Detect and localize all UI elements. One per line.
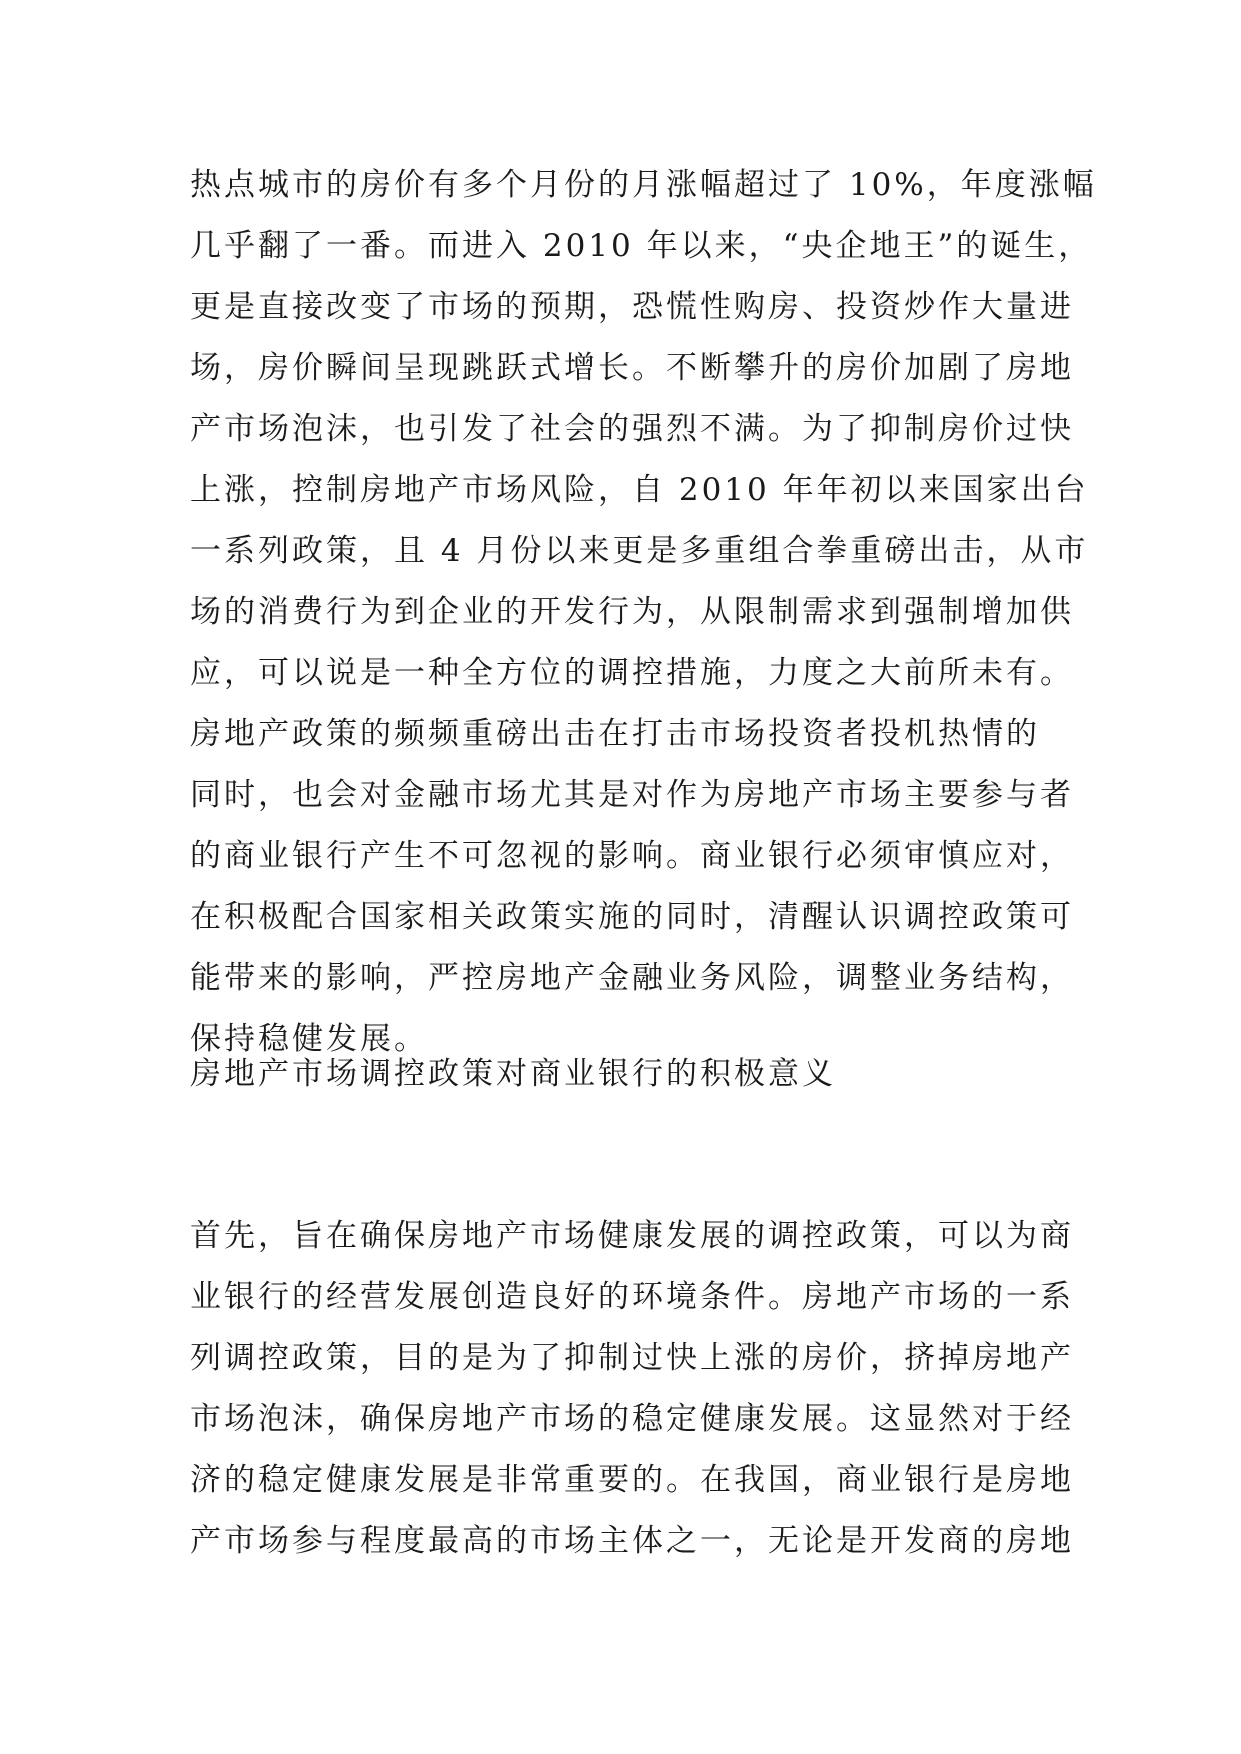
paragraph-line: 首先，旨在确保房地产市场健康发展的调控政策，可以为商 — [190, 1218, 1074, 1254]
paragraph-line: 场的消费行为到企业的开发行为，从限制需求到强制增加供 — [190, 594, 1074, 630]
paragraph-line: 更是直接改变了市场的预期，恐慌性购房、投资炒作大量进 — [190, 289, 1074, 325]
paragraph-line: 一系列政策，且 4 月份以来更是多重组合拳重磅出击，从市 — [190, 533, 1089, 569]
paragraph-line: 应，可以说是一种全方位的调控措施，力度之大前所未有。 — [190, 655, 1074, 691]
paragraph-line: 房地产政策的频频重磅出击在打击市场投资者投机热情的 — [190, 716, 1040, 752]
paragraph-line: 产市场参与程度最高的市场主体之一，无论是开发商的房地 — [190, 1523, 1074, 1559]
paragraph-line: 热点城市的房价有多个月份的月涨幅超过了 10%，年度涨幅 — [190, 167, 1097, 203]
paragraph-line: 在积极配合国家相关政策实施的同时，清醒认识调控政策可 — [190, 899, 1074, 935]
body-paragraph-2 — [190, 1206, 1074, 1572]
paragraph-line: 济的稳定健康发展是非常重要的。在我国，商业银行是房地 — [190, 1462, 1074, 1498]
section-heading — [190, 1044, 1060, 1105]
heading-text: 房地产市场调控政策对商业银行的积极意义 — [190, 1056, 836, 1092]
paragraph-line: 能带来的影响，严控房地产金融业务风险，调整业务结构， — [190, 960, 1074, 996]
paragraph-line: 上涨，控制房地产市场风险，自 2010 年年初以来国家出台 — [190, 472, 1089, 508]
paragraph-line: 业银行的经营发展创造良好的环境条件。房地产市场的一系 — [190, 1279, 1074, 1315]
paragraph-line: 保持稳健发展。 — [190, 1021, 428, 1057]
paragraph-line: 的商业银行产生不可忽视的影响。商业银行必须审慎应对， — [190, 838, 1074, 874]
paragraph-line: 场，房价瞬间呈现跳跃式增长。不断攀升的房价加剧了房地 — [190, 350, 1074, 386]
paragraph-line: 几乎翻了一番。而进入 2010 年以来，“央企地王”的诞生， — [190, 228, 1093, 264]
body-paragraph-1 — [190, 155, 1097, 1070]
paragraph-line: 同时，也会对金融市场尤其是对作为房地产市场主要参与者 — [190, 777, 1074, 813]
paragraph-line: 列调控政策，目的是为了抑制过快上涨的房价，挤掉房地产 — [190, 1340, 1074, 1376]
paragraph-line: 产市场泡沫，也引发了社会的强烈不满。为了抑制房价过快 — [190, 411, 1074, 447]
paragraph-line: 市场泡沫，确保房地产市场的稳定健康发展。这显然对于经 — [190, 1401, 1074, 1437]
